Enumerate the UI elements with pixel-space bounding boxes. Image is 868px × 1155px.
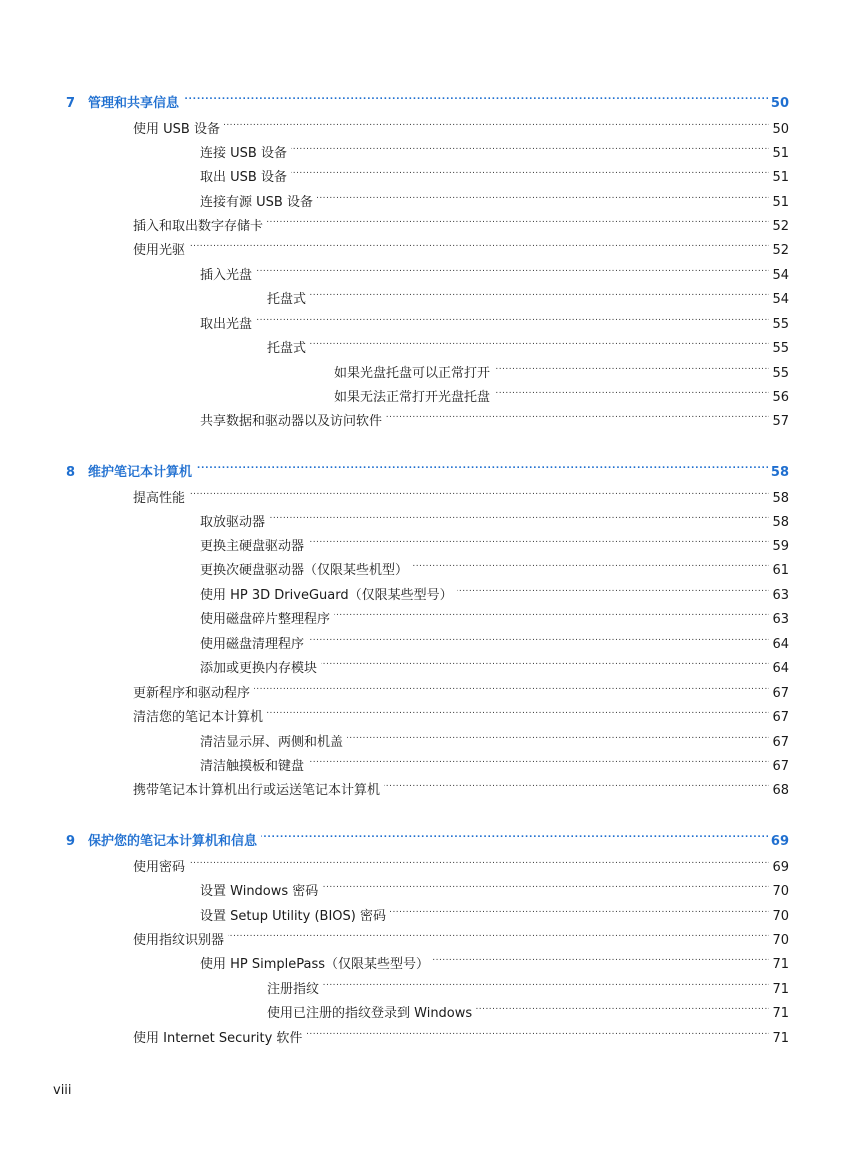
entry-title: 取出 USB 设备 [200,170,287,185]
dot-leader [386,405,769,425]
page-number: 50 [772,122,789,137]
entry-title: 插入光盘 [200,268,253,283]
toc-entry[interactable] [133,701,789,725]
entry-title: 使用密码 [133,860,186,875]
entry-title: 取出光盘 [200,317,253,332]
entry-title: 清洁您的笔记本计算机 [133,710,264,725]
dot-leader [308,628,769,648]
footer-page-label: viii [53,1083,72,1098]
page-number: 70 [772,909,789,924]
page-number: 55 [772,317,789,332]
entry-title: 使用 HP SimplePass（仅限某些型号） [200,957,430,972]
dot-leader [228,924,769,944]
entry-title: 插入和取出数字存储卡 [133,219,264,234]
toc-entry[interactable] [200,405,789,429]
page-number: 50 [770,96,789,111]
dot-leader [267,701,769,721]
dot-leader [317,186,770,206]
toc-entry[interactable] [133,482,789,506]
toc-entry[interactable] [200,900,789,924]
dot-leader [196,456,768,476]
toc-entry[interactable] [200,137,789,161]
page-number: 70 [772,884,789,899]
page-number: 59 [772,539,789,554]
entry-title: 如果无法正常打开光盘托盘 [334,390,491,405]
toc-entry[interactable] [200,506,789,530]
toc-entry[interactable] [200,259,789,283]
toc-entry[interactable] [200,652,789,676]
entry-title: 使用磁盘碎片整理程序 [200,612,331,627]
entry-title: 取放驱动器 [200,515,266,530]
toc-entry[interactable] [267,973,789,997]
dot-leader [322,875,769,895]
page-number: 67 [772,735,789,750]
page-number: 63 [772,612,789,627]
page-number: 55 [772,366,789,381]
entry-title: 设置 Setup Utility (BIOS) 密码 [200,909,386,924]
entry-title: 提高性能 [133,491,186,506]
toc-entry[interactable] [200,875,789,899]
page-number: 70 [772,933,789,948]
entry-title: 注册指纹 [267,982,320,997]
entry-title: 使用磁盘清理程序 [200,637,305,652]
entry-title: 清洁显示屏、两侧和机盖 [200,735,344,750]
page-number: 71 [772,1031,789,1046]
toc-entry[interactable] [267,332,789,356]
entry-title: 连接有源 USB 设备 [200,195,313,210]
page-number: 67 [772,710,789,725]
toc-entry[interactable] [133,851,789,875]
dot-leader [323,973,769,993]
dot-leader [321,652,769,672]
page-number: 69 [772,860,789,875]
page-number: 51 [772,170,789,185]
toc-entry[interactable] [267,997,789,1021]
entry-title: 设置 Windows 密码 [200,884,319,899]
dot-leader [494,357,769,377]
toc-entry[interactable] [133,774,789,798]
chapter-title: 保护您的笔记本计算机和信息 [88,834,258,849]
dot-leader [254,677,769,697]
entry-title: 使用已注册的指纹登录到 Windows [267,1006,473,1021]
entry-title: 连接 USB 设备 [200,146,287,161]
dot-leader [308,750,769,770]
dot-leader [261,825,768,845]
page-number: 64 [772,637,789,652]
page-number: 64 [772,661,789,676]
chapter-number: 9 [66,834,76,849]
entry-title: 清洁触摸板和键盘 [200,759,305,774]
page-number: 58 [772,515,789,530]
page-number: 52 [772,219,789,234]
toc-entry[interactable] [200,603,789,627]
dot-leader [291,137,770,157]
dot-leader [494,381,769,401]
page-number: 54 [772,268,789,283]
page-number: 58 [770,465,789,480]
toc-entry[interactable] [133,924,789,948]
dot-leader [390,900,769,920]
entry-title: 更换主硬盘驱动器 [200,539,305,554]
toc-chapter-7[interactable] [66,87,789,111]
page-number: 61 [772,563,789,578]
page-number: 54 [772,292,789,307]
entry-title: 使用光驱 [133,243,186,258]
toc-entry[interactable] [200,308,789,332]
page-number: 55 [772,341,789,356]
entry-title: 使用 HP 3D DriveGuard（仅限某些型号） [200,588,453,603]
dot-leader [183,87,768,107]
toc-entry[interactable] [133,113,789,137]
dot-leader [310,283,769,303]
entry-title: 共享数据和驱动器以及访问软件 [200,414,383,429]
toc-entry[interactable] [200,628,789,652]
page-number: 52 [772,243,789,258]
dot-leader [224,113,770,133]
dot-leader [256,259,769,279]
page-number: 68 [772,783,789,798]
toc-entry[interactable] [200,750,789,774]
entry-title: 更换次硬盘驱动器（仅限某些机型） [200,563,409,578]
page-number: 71 [772,957,789,972]
dot-leader [189,851,769,871]
toc-entry[interactable] [200,530,789,554]
dot-leader [189,482,769,502]
toc-entry[interactable] [200,554,789,578]
page-number: 63 [772,588,789,603]
page-number: 57 [772,414,789,429]
toc-entry[interactable] [200,948,789,972]
toc-entry[interactable] [200,579,789,603]
toc-entry[interactable] [334,357,789,381]
entry-title: 使用 Internet Security 软件 [133,1031,303,1046]
dot-leader [384,774,769,794]
chapter-number: 7 [66,96,76,111]
chapter-title: 维护笔记本计算机 [88,465,193,480]
toc-entry[interactable] [133,1022,789,1046]
dot-leader [269,506,769,526]
page-number: 51 [772,146,789,161]
dot-leader [291,161,770,181]
toc-entry[interactable] [133,234,789,258]
toc-entry[interactable] [267,283,789,307]
toc-entry[interactable] [133,210,789,234]
page-number: 71 [772,1006,789,1021]
page-number: 51 [772,195,789,210]
entry-title: 托盘式 [267,341,307,356]
toc-entry[interactable] [133,677,789,701]
entry-title: 添加或更换内存模块 [200,661,318,676]
toc-entry[interactable] [334,381,789,405]
toc-chapter-9[interactable] [66,825,789,849]
dot-leader [334,603,769,623]
chapter-number: 8 [66,465,76,480]
page-number: 58 [772,491,789,506]
dot-leader [310,332,769,352]
entry-title: 更新程序和驱动程序 [133,686,251,701]
page-number: 67 [772,759,789,774]
page-number: 56 [772,390,789,405]
dot-leader [347,726,769,746]
entry-title: 使用 USB 设备 [133,122,220,137]
entry-title: 携带笔记本计算机出行或运送笔记本计算机 [133,783,381,798]
dot-leader [256,308,769,328]
toc-entry[interactable] [200,161,789,185]
page-number: 67 [772,686,789,701]
dot-leader [433,948,769,968]
entry-title: 如果光盘托盘可以正常打开 [334,366,491,381]
dot-leader [457,579,770,599]
toc-entry[interactable] [200,726,789,750]
dot-leader [189,234,769,254]
dot-leader [308,530,769,550]
chapter-title: 管理和共享信息 [88,96,180,111]
entry-title: 使用指纹识别器 [133,933,225,948]
dot-leader [412,554,769,574]
page-number: 71 [772,982,789,997]
dot-leader [476,997,769,1017]
dot-leader [267,210,769,230]
entry-title: 托盘式 [267,292,307,307]
page-number: 69 [770,834,789,849]
dot-leader [306,1022,769,1042]
toc-chapter-8[interactable] [66,456,789,480]
toc-entry[interactable] [200,186,789,210]
